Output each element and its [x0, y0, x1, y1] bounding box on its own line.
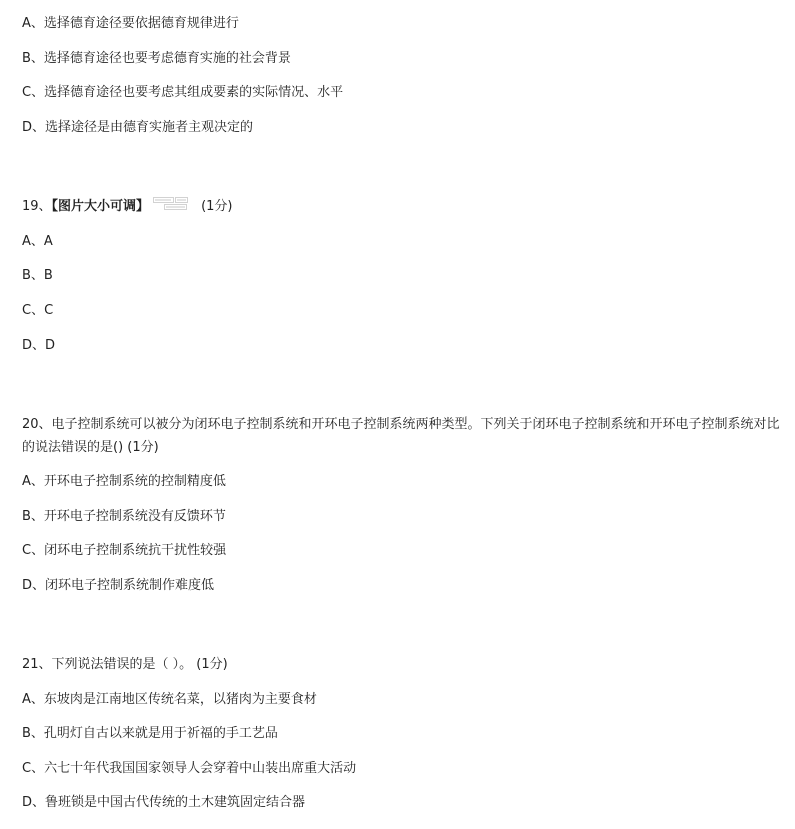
q21-question: 21、下列说法错误的是（ ）。 (1分)	[22, 657, 228, 672]
q18-option-d[interactable]: D、选择途径是由德育实施者主观决定的	[22, 120, 254, 135]
q18-option-b[interactable]: B、选择德育途径也要考虑德育实施的社会背景	[22, 51, 291, 66]
q19-title: 【图片大小可调】	[51, 199, 150, 214]
q19-score: (1分)	[201, 199, 233, 214]
q21-option-b[interactable]: B、孔明灯自古以来就是用于祈福的手工艺品	[22, 726, 278, 741]
q19-option-a[interactable]: A、A	[22, 234, 53, 249]
q19-option-c[interactable]: C、C	[22, 303, 54, 318]
q20-option-b[interactable]: B、开环电子控制系统没有反馈环节	[22, 509, 226, 524]
q20-option-c[interactable]: C、闭环电子控制系统抗干扰性较强	[22, 543, 227, 558]
q19-number: 19、	[22, 199, 52, 214]
q21-option-d[interactable]: D、鲁班锁是中国古代传统的土木建筑固定结合器	[22, 795, 306, 810]
q21-option-c[interactable]: C、六七十年代我国国家领导人会穿着中山装出席重大活动	[22, 761, 357, 776]
q18-option-a[interactable]: A、选择德育途径要依据德育规律进行	[22, 16, 239, 31]
q19-question	[22, 199, 232, 215]
q18-option-c[interactable]: C、选择德育途径也要考虑其组成要素的实际情况、水平	[22, 85, 344, 100]
q19-option-b[interactable]: B、B	[22, 268, 53, 283]
q20-question: 20、电子控制系统可以被分为闭环电子控制系统和开环电子控制系统两种类型。下列关于闭环电子控制系统和开环电子控制系统对比的说法错误的是() (1分)	[22, 417, 780, 455]
q19-option-d[interactable]: D、D	[22, 338, 56, 353]
q19-image-thumbnail	[153, 197, 197, 211]
q20-option-a[interactable]: A、开环电子控制系统的控制精度低	[22, 474, 226, 489]
q21-option-a[interactable]: A、东坡肉是江南地区传统名菜，以猪肉为主要食材	[22, 692, 317, 707]
q20-option-d[interactable]: D、闭环电子控制系统制作难度低	[22, 578, 215, 593]
